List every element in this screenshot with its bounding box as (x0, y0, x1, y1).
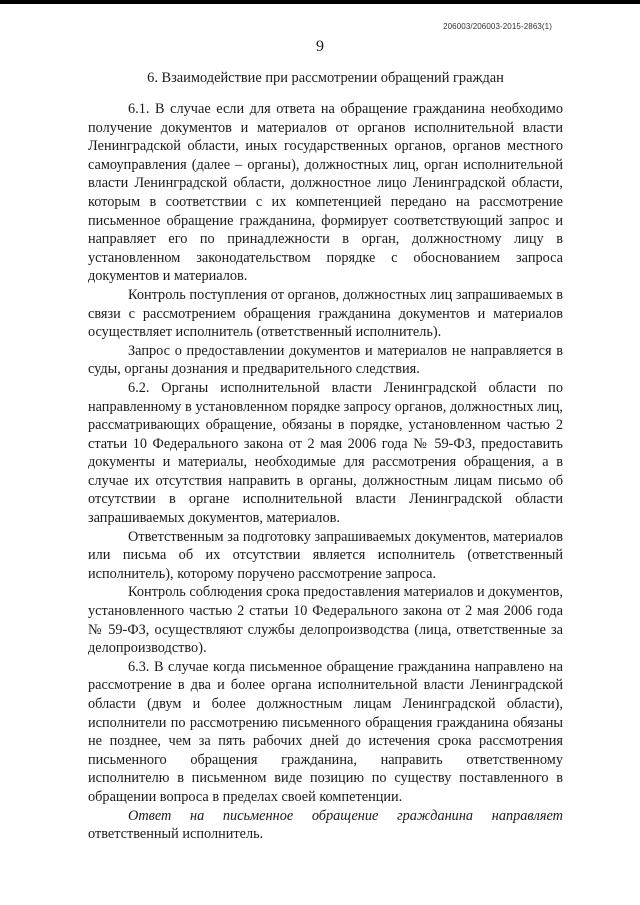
paragraph-6-2: 6.2. Органы исполнительной власти Ленинградской области по направленному в установленном порядке запросу органов, должностных лиц, рассматривающих обращение, обязаны в порядке, установленном частью 2 статьи 10 Федерального закона от 2 мая 2006 года № 59-ФЗ, предоставить документы и материалы, необходимые для рассмотрения обращения, а в случае их отсутствия направить в органы, должностным лицам письмо об отсутствии в органе исполнительной власти Ленинградской области запрашиваемых документов, материалов. (88, 379, 563, 527)
document-id: 206003/206003-2015-2863(1) (443, 22, 552, 31)
paragraph-control-receipt: Контроль поступления от органов, должностных лиц запрашиваемых в связи с рассмотрением обращения гражданина документов и материалов осуществляет исполнитель (ответственный исполнитель). (88, 286, 563, 341)
paragraph-responsible-preparation: Ответственным за подготовку запрашиваемых документов, материалов или письма об их отсутствии является исполнитель (ответственный исполнитель), которому поручено рассмотрение запроса. (88, 528, 563, 582)
paragraph-deadline-control: Контроль соблюдения срока предоставления материалов и документов, установленного частью 2 статьи 10 Федерального закона от 2 мая 2006 года № 59-ФЗ, осуществляют службы делопроизводства (лица, ответственные за делопроизводство). (88, 584, 563, 657)
document-body (88, 100, 563, 844)
paragraph-request-exclusion: Запрос о предоставлении документов и материалов не направляется в суды, органы дознания и предварительного следствия. (88, 342, 563, 378)
paragraph-6-1: 6.1. В случае если для ответа на обращение гражданина необходимо получение документов и материалов от органов исполнительной власти Ленинградской области, иных государственных органов, органов местного самоуправления (далее – органы), должностных лиц, орган исполнительной власти Ленинградской области, должностное лицо Ленинградской области, которым в соответствии с их компетенцией передано на рассмотрение письменное обращение гражданина, формирует соответствующий запрос и направляет его по принадлежности в орган, должностному лицу в установленном законодательством порядке с обоснованием запроса документов и материалов. (88, 101, 563, 285)
section-heading: 6. Взаимодействие при рассмотрении обращений граждан (147, 70, 504, 86)
page-number: 9 (316, 38, 324, 55)
scan-top-edge (0, 0, 640, 4)
final-answer-regular: ответственный исполнитель. (88, 826, 264, 843)
paragraph-6-3: 6.3. В случае когда письменное обращение гражданина направлено на рассмотрение в два и более органа исполнительной власти Ленинградской области (двум и более должностным лицам Ленинградской области), исполнители по рассмотрению письменного обращения гражданина обязаны не позднее, чем за пять рабочих дней до истечения срока рассмотрения письменного обращения гражданина, направить ответственному исполнителю в письменном виде позицию по существу поставленного в обращении вопроса в пределах своей компетенции. (88, 658, 563, 805)
paragraph-final-answer (88, 807, 563, 844)
final-answer-italic: Ответ на письменное обращение гражданина направляет (128, 807, 563, 824)
